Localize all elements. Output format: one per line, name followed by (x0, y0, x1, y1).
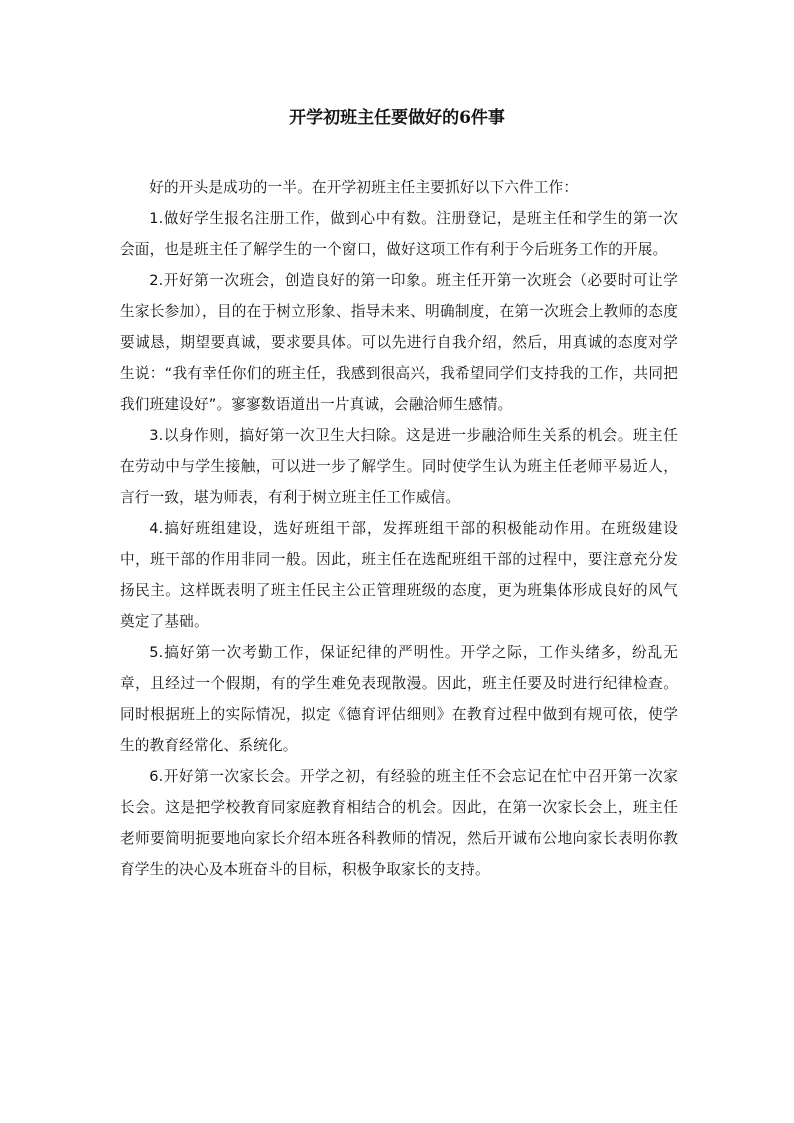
paragraph-item-3: 3.以身作则，搞好第一次卫生大扫除。这是进一步融洽师生关系的机会。班主任在劳动中与学生接触，可以进一步了解学生。同时使学生认为班主任老师平易近人，言行一致，堪为师表，有利于树立班主任工作威信。 (120, 427, 678, 506)
paragraph-item-1: 1.做好学生报名注册工作，做到心中有数。注册登记，是班主任和学生的第一次会面，也是班主任了解学生的一个窗口，做好这项工作有利于今后班务工作的开展。 (120, 210, 678, 258)
paragraph-item-5: 5.搞好第一次考勤工作，保证纪律的严明性。开学之际，工作头绪多，纷乱无章，且经过一个假期，有的学生难免表现散漫。因此，班主任要及时进行纪律检查。同时根据班上的实际情况，拟定《德育评估细则》在教育过程中做到有规可依，使学生的教育经常化、系统化。 (120, 644, 678, 754)
paragraph-intro: 好的开头是成功的一半。在开学初班主任主要抓好以下六件工作： (149, 179, 579, 196)
paragraph-item-6: 6.开好第一次家长会。开学之初，有经验的班主任不会忘记在忙中召开第一次家长会。这是把学校教育同家庭教育相结合的机会。因此，在第一次家长会上，班主任老师要简明扼要地向家长介绍本班各科教师的情况，然后开诚布公地向家长表明你教育学生的决心及本班奋斗的目标，积极争取家长的支持。 (120, 768, 678, 878)
document-body (120, 172, 678, 885)
paragraph-item-2: 2.开好第一次班会，创造良好的第一印象。班主任开第一次班会（必要时可让学生家长参加），目的在于树立形象、指导未来、明确制度，在第一次班会上教师的态度要诚恳，期望要真诚，要求要具体。可以先进行自我介绍，然后，用真诚的态度对学生说：“我有幸任你们的班主任，我感到很高兴，我希望同学们支持我的工作，共同把我们班建设好”。寥寥数语道出一片真诚，会融洽师生感情。 (120, 272, 678, 413)
document-title: 开学初班主任要做好的6件事 (289, 108, 505, 128)
paragraph-item-4: 4.搞好班组建设，选好班组干部，发挥班组干部的积极能动作用。在班级建设中，班干部的作用非同一般。因此，班主任在选配班组干部的过程中，要注意充分发扬民主。这样既表明了班主任民主公正管理班级的态度，更为班集体形成良好的风气奠定了基础。 (120, 520, 678, 630)
